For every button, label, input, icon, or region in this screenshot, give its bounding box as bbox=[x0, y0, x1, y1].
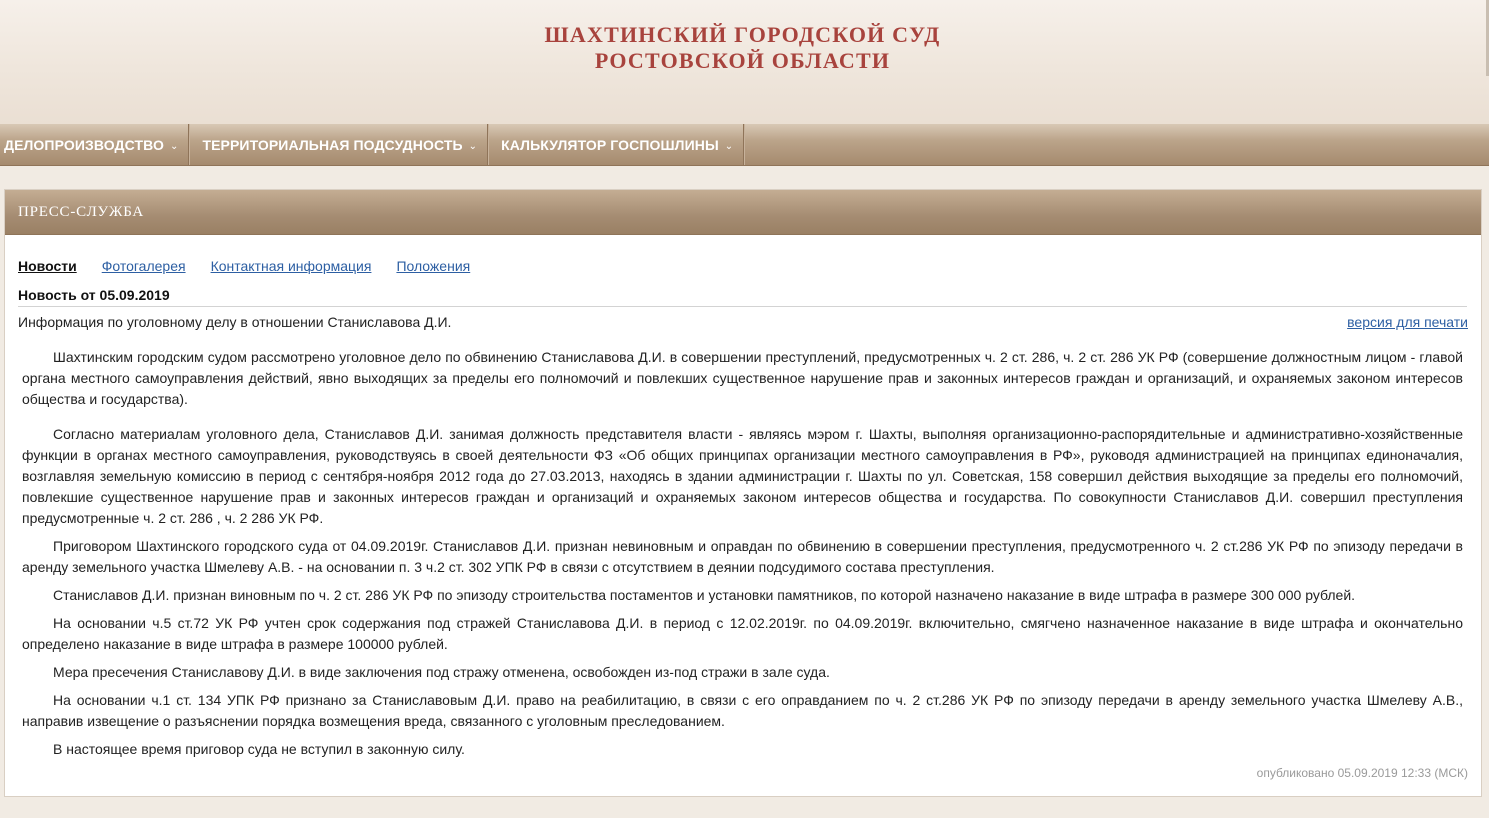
article-paragraph: Приговором Шахтинского городского суда от 04.09.2019г. Станиславов Д.И. признан невиновным и оправдан по обвинению в совершении преступления, предусмотренного ч. 2 ст.286 УК РФ по эпизоду передачи в аренду земельного участка Шмелеву А.В. - на основании п. 3 ч.2 ст. 302 УПК РФ в связи с отсутствием в деянии подсудимого состава преступления. bbox=[22, 538, 1463, 575]
nav-item-label: ТЕРРИТОРИАЛЬНАЯ ПОДСУДНОСТЬ bbox=[202, 136, 463, 153]
tab-contact-info[interactable]: Контактная информация bbox=[210, 258, 372, 274]
nav-item-case-management[interactable] bbox=[0, 124, 190, 165]
press-service-panel bbox=[4, 189, 1482, 797]
chevron-down-icon: ⌄ bbox=[468, 140, 478, 152]
tab-news[interactable]: Новости bbox=[18, 258, 77, 274]
article-paragraph: Согласно материалам уголовного дела, Станиславов Д.И. занимая должность представителя власти - являясь мэром г. Шахты, выполняя организационно-распорядительные и административно-хозяйственные функции в органах местного самоуправления, руководствуясь в своей деятельности ФЗ «Об общих принципах организации местного самоуправления в РФ», руководя администрацией на принципах единоначалия, возглавляя земельную комиссию в период с сентября-ноября 2012 года до 27.03.2013, находясь в здании администрации г. Шахты по ул. Советская, 158 совершил действия выходящие за пределы его полномочий, повлекшие существенное нарушение прав и законных интересов граждан и организаций и охраняемых законом интересов общества и государства. По совокупности Станиславов Д.И. совершил преступления предусмотренные ч. 2 ст. 286 , ч. 2 286 УК РФ. bbox=[22, 426, 1463, 526]
court-title bbox=[0, 22, 1485, 74]
tab-photo-gallery[interactable]: Фотогалерея bbox=[101, 258, 186, 274]
published-timestamp: опубликовано 05.09.2019 12:33 (МСК) bbox=[1256, 766, 1468, 780]
article-paragraph: На основании ч.1 ст. 134 УПК РФ признано за Станиславовым Д.И. право на реабилитацию, в связи с его оправданием по ч. 2 ст.286 УК РФ по эпизоду передачи в аренду земельного участка Шмелеву А.В., направив извещение о разъяснении порядка возмещения вреда, связанного с уголовным преследованием. bbox=[22, 692, 1463, 729]
nav-item-fee-calculator[interactable] bbox=[489, 124, 745, 165]
nav-item-territorial-jurisdiction[interactable] bbox=[190, 124, 489, 165]
nav-item-label: КАЛЬКУЛЯТОР ГОСПОШЛИНЫ bbox=[501, 136, 719, 153]
divider bbox=[18, 306, 1467, 307]
panel-title: ПРЕСС-СЛУЖБА bbox=[5, 190, 1481, 235]
article-paragraph: Станиславов Д.И. признан виновным по ч. 2 ст. 286 УК РФ по эпизоду строительства постаментов и установки памятников, по которой назначено наказание в виде штрафа в размере 300 000 рублей. bbox=[53, 587, 1356, 603]
article-paragraph: Шахтинским городским судом рассмотрено уголовное дело по обвинению Станиславова Д.И. в совершении преступлений, предусмотренных ч. 2 ст. 286, ч. 2 ст. 286 УК РФ (совершение должностным лицом - главой органа местного самоуправления действий, явно выходящих за пределы его полномочий и повлекших существенное нарушение прав и законных интересов граждан и организаций, и охраняемых законом интересов общества и государства). bbox=[22, 349, 1463, 407]
tab-regulations[interactable]: Положения bbox=[396, 258, 471, 274]
article-paragraph: На основании ч.5 ст.72 УК РФ учтен срок содержания под стражей Станиславова Д.И. в период с 12.02.2019г. по 04.09.2019г. включительно, смягчено назначенное наказание в виде штрафа и окончательно определено наказание в виде штрафа в размере 100000 рублей. bbox=[22, 615, 1463, 652]
section-tabs bbox=[18, 258, 495, 274]
news-subtitle: Информация по уголовному делу в отношении Станиславова Д.И. bbox=[18, 314, 452, 330]
print-version-link[interactable]: версия для печати bbox=[1347, 314, 1468, 330]
chevron-down-icon: ⌄ bbox=[169, 140, 179, 152]
article-paragraph: В настоящее время приговор суда не вступил в законную силу. bbox=[53, 741, 465, 757]
court-title-line1: ШАХТИНСКИЙ ГОРОДСКОЙ СУД bbox=[544, 22, 941, 47]
chevron-down-icon: ⌄ bbox=[724, 140, 734, 152]
article-paragraph: Мера пресечения Станиславову Д.И. в виде заключения под стражу отменена, освобожден из-под стражи в зале суда. bbox=[53, 664, 830, 680]
nav-item-label: ДЕЛОПРОИЗВОДСТВО bbox=[4, 136, 164, 153]
site-header bbox=[0, 0, 1489, 124]
court-title-line2: РОСТОВСКОЙ ОБЛАСТИ bbox=[594, 48, 891, 73]
main-nav bbox=[0, 124, 1489, 166]
news-article bbox=[22, 347, 1463, 760]
news-date-heading: Новость от 05.09.2019 bbox=[18, 287, 170, 303]
